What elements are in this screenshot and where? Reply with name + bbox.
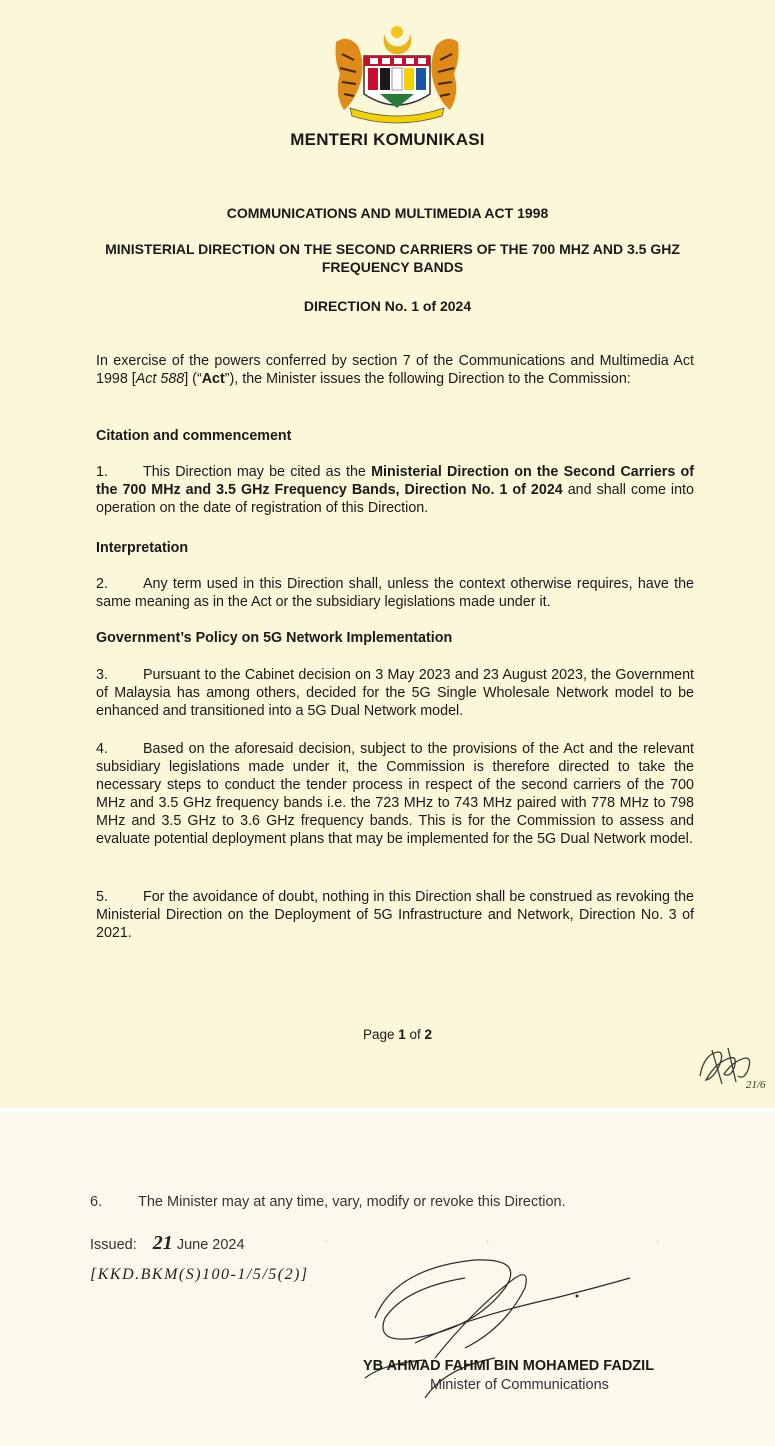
paragraph-text: Based on the aforesaid decision, subject to the provisions of the Act and the relevant subsidiary legislations made under it, the Commission is therefore directed to take the necessary steps to conduct the tender process in respect of the second carriers of the 700 MHz and 3.5 GHz frequency bands i.e. the 723 MHz to 743 MHz paired with 778 MHz to 798 MHz and 3.5 GHz to 3.6 GHz frequency bands. This is for the Commission to assess and evaluate potential deployment plans that may be implemented for the 5G Dual Network model. [96,741,694,847]
paragraph-text: and shall come into operation on the date of registration of this Direction. [96,482,694,516]
paragraph-text: Pursuant to the Cabinet decision on 3 May 2023 and 23 August 2023, the Government of Malaysia has among others, decided for the 5G Single Wholesale Network model to be enhanced and transitioned into a 5G Dual Network model. [96,667,694,719]
paragraph-number: 6. [90,1194,103,1210]
reference-number-handwritten: [KKD.BKM(S)100-1/5/5(2)] [90,1266,309,1283]
citation-heading: Citation and commencement [96,428,292,444]
paragraph-number: 2. [96,576,108,592]
page-label: Page [362,1027,399,1042]
issued-day-handwritten: 21 [152,1232,173,1254]
signatory-title: Minister of Communications [430,1377,609,1393]
page-current: 1 [398,1027,406,1042]
paragraph-3 [96,666,694,720]
paragraph-6 [90,1194,566,1210]
act-short-name: Act [201,371,225,387]
paragraph-text: For the avoidance of doubt, nothing in this Direction shall be construed as revoking the Ministerial Direction on the Deployment of 5G Infrastructure and Network, Direction No. 3 of 2021. [96,889,694,941]
preamble-text: ”), the Minister issues the following Direction to the Commission: [224,371,631,387]
initials-date: 21/6 [746,1079,766,1091]
page-of: of [405,1027,425,1042]
page-total: 2 [424,1027,433,1042]
initials-signature [694,1040,774,1098]
signatory-name: YB AHMAD FAHMI BIN MOHAMED FADZIL [363,1358,655,1374]
act-reference: Act 588 [135,371,185,387]
preamble-paragraph [96,352,694,388]
preamble-text: ] (“ [184,371,202,387]
paragraph-text: The Minister may at any time, vary, modify or revoke this Direction. [138,1194,566,1210]
scan-speck: · [325,1236,329,1247]
paragraph-number: 3. [96,667,108,683]
issued-line [90,1232,245,1255]
scan-speck: · [486,1236,490,1247]
interpretation-heading: Interpretation [96,540,189,556]
coat-of-arms-emblem [330,24,464,124]
direction-citation-name: Ministerial Direction on the Second Carriers of the 700 MHz and 3.5 GHz Frequency Bands, Direction No. 1 of 2024 [96,464,695,498]
act-title: COMMUNICATIONS AND MULTIMEDIA ACT 1998 [226,205,549,221]
paragraph-text: Any term used in this Direction shall, unless the context otherwise requires, have the same meaning as in the Act or the subsidiary legislations made under it. [96,576,694,610]
paragraph-number: 4. [96,741,108,757]
paragraph-text: This Direction may be cited as the [143,464,372,480]
paragraph-4 [96,740,694,848]
direction-number: DIRECTION No. 1 of 2024 [303,298,472,314]
scan-speck: · [656,1236,660,1247]
direction-title: MINISTERIAL DIRECTION ON THE SECOND CARRIERS OF THE 700 MHZ AND 3.5 GHZ FREQUENCY BANDS [105,241,680,275]
issued-label: Issued: [90,1237,137,1253]
preamble-text: In exercise of the powers conferred by section 7 of the Communications and Multimedia Act 1998 [ [96,353,694,387]
issued-month-year: June 2024 [176,1237,245,1253]
page-number [0,1027,775,1042]
ministry-heading: MENTERI KOMUNIKASI [290,130,485,149]
paragraph-5 [96,888,694,942]
paragraph-number: 1. [96,464,108,480]
paragraph-1 [96,463,694,517]
paragraph-number: 5. [96,889,108,905]
policy-heading: Government’s Policy on 5G Network Implementation [96,630,453,646]
paragraph-2 [96,575,694,611]
